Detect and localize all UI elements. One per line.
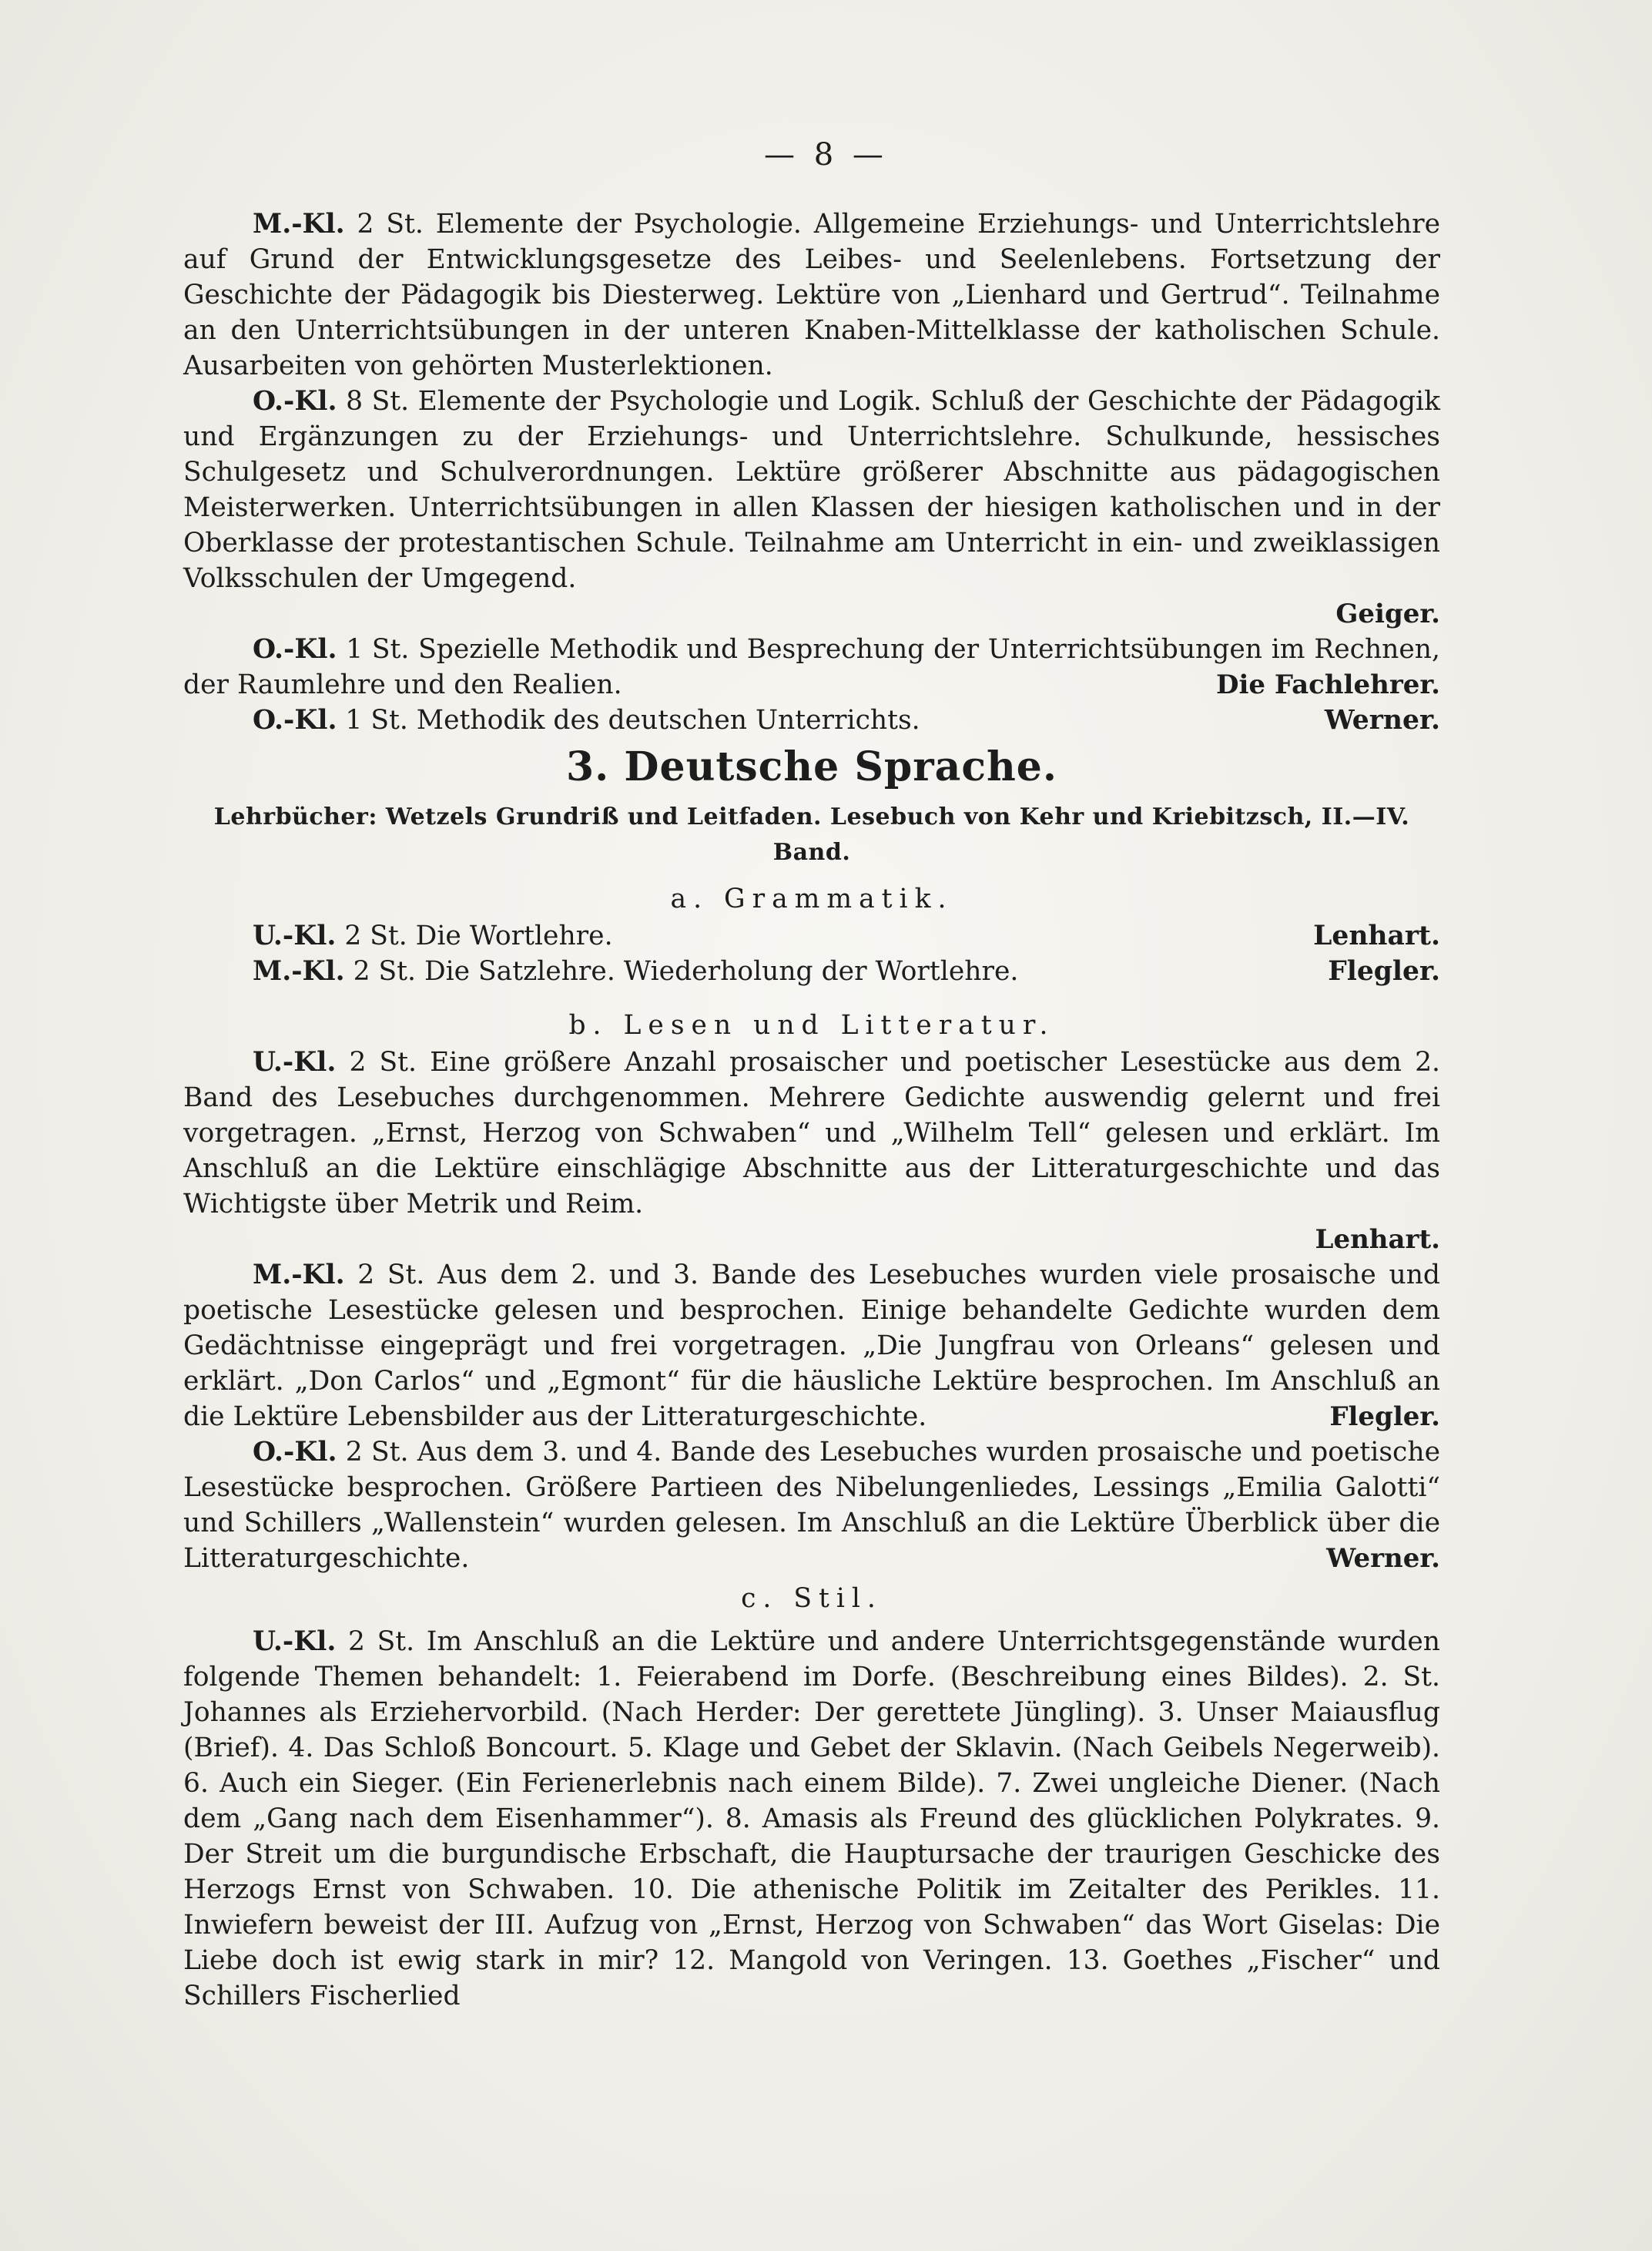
- paragraph-okl-methodik-rechnen: O.-Kl. 1 St. Spezielle Methodik und Besprechung der Unterrichtsübungen im Rechnen, der Raumlehre und den Realien.: [183, 634, 1440, 700]
- paedagogik-section: [183, 206, 1440, 738]
- deutsche-sprache-section: [183, 740, 1440, 2014]
- signature-flegler: Flegler.: [1329, 1401, 1440, 1432]
- row-mkl-satzlehre: M.-Kl. 2 St. Die Satzlehre. Wiederholung der Wortlehre. Flegler.: [183, 954, 1440, 989]
- paragraph-okl-psychologie: O.-Kl. 8 St. Elemente der Psychologie und Logik. Schluß der Geschichte der Pädagogik und Ergänzungen zu der Erziehungs- und Unterrichtslehre. Schulkunde, hessisches Schulgesetz und Schulverordnungen. Lektüre größerer Abschnitte aus pädagogischen Meisterwerken. Unterrichtsübungen in allen Klassen der hiesigen katholischen und in der Oberklasse der protestantischen Schule. Teilnahme am Unterricht in ein- und zweiklassigen Volksschulen der Umgegend.: [183, 386, 1440, 594]
- class-label: O.-Kl.: [253, 1437, 337, 1468]
- signature-geiger: Geiger.: [1335, 599, 1440, 629]
- paragraph-mkl-lesen: M.-Kl. 2 St. Aus dem 2. und 3. Bande des Lesebuches wurden viele prosaische und poetische Lesestücke gelesen und besprochen. Einige behandelte Gedichte wurden dem Gedächtnisse eingeprägt und frei vorgetragen. „Die Jungfrau von Orleans“ gelesen und erklärt. „Don Carlos“ und „Egmont“ für die häusliche Lektüre besprochen. Im Anschluß an die Lektüre Lebensbilder aus der Litteraturgeschichte.: [183, 1260, 1440, 1432]
- class-label: O.-Kl.: [253, 634, 337, 665]
- paragraph-ukl-lesen: U.-Kl. 2 St. Eine größere Anzahl prosaischer und poetischer Lesestücke aus dem 2. Band des Lesebuches durchgenommen. Mehrere Gedichte auswendig gelernt und frei vorgetragen. „Ernst, Herzog von Schwaben“ und „Wilhelm Tell“ gelesen und erklärt. Im Anschluß an die Lektüre einschlägige Abschnitte aus der Litteraturgeschichte und das Wichtigste über Metrik und Reim.: [183, 1047, 1440, 1219]
- class-label: M.-Kl.: [253, 209, 345, 240]
- class-label: O.-Kl.: [253, 386, 337, 417]
- class-label: M.-Kl.: [253, 956, 345, 987]
- signature-fachlehrer: Die Fachlehrer.: [1215, 669, 1440, 700]
- paragraph-mkl-psychologie: M.-Kl. 2 St. Elemente der Psychologie. Allgemeine Erziehungs- und Unterrichtslehre auf Grund der Entwicklungsgesetze des Leibes- und Seelenlebens. Fortsetzung der Geschichte der Pädagogik bis Diesterweg. Lektüre von „Lienhard und Gertrud“. Teilnahme an den Unterrichtsübungen in der unteren Knaben-Mittelklasse der katholischen Schule. Ausarbeiten von gehörten Musterlektionen.: [183, 209, 1440, 381]
- class-label: O.-Kl.: [253, 705, 337, 736]
- subsection-title-stil: c. Stil.: [741, 1583, 883, 1614]
- class-label: U.-Kl.: [253, 1626, 337, 1657]
- class-label: U.-Kl.: [253, 921, 337, 951]
- signature-lenhart: Lenhart.: [1313, 921, 1440, 951]
- signature-flegler: Flegler.: [1328, 956, 1440, 987]
- signature-lenhart: Lenhart.: [1315, 1224, 1440, 1255]
- row-okl-methodik-deutsch: O.-Kl. 1 St. Methodik des deutschen Unterrichts. Werner.: [183, 703, 1440, 738]
- paragraph-ukl-stil: U.-Kl. 2 St. Im Anschluß an die Lektüre und andere Unterrichtsgegenstände wurden folgende Themen behandelt: 1. Feierabend im Dorfe. (Beschreibung eines Bildes). 2. St. Johannes als Erziehervorbild. (Nach Herder: Der gerettete Jüngling). 3. Unser Maiausflug (Brief). 4. Das Schloß Boncourt. 5. Klage und Gebet der Sklavin. (Nach Geibels Negerweib). 6. Auch ein Sieger. (Ein Ferienerlebnis nach einem Bilde). 7. Zwei ungleiche Diener. (Nach dem „Gang nach dem Eisenhammer“). 8. Amasis als Freund des glücklichen Polykrates. 9. Der Streit um die burgundische Erbschaft, die Hauptursache der traurigen Geschicke des Herzogs Ernst von Schwaben. 10. Die athenische Politik im Zeitalter des Perikles. 11. Inwiefern beweist der III. Aufzug von „Ernst, Herzog von Schwaben“ das Wort Giselas: Die Liebe doch ist ewig stark in mir? 12. Mangold von Veringen. 13. Goethes „Fischer“ und Schillers Fischerlied: [183, 1626, 1440, 2011]
- page-number: — 8 —: [764, 137, 888, 173]
- section-heading: 3. Deutsche Sprache.: [566, 743, 1057, 790]
- signature-werner: Werner.: [1326, 1543, 1440, 1574]
- subsection-title-grammatik: a. Grammatik.: [670, 884, 953, 914]
- row-ukl-wortlehre: U.-Kl. 2 St. Die Wortlehre. Lenhart.: [183, 918, 1440, 954]
- textbooks-line: Lehrbücher: Wetzels Grundriß und Leitfaden. Lesebuch von Kehr und Kriebitzsch, II.—IV. Band.: [213, 803, 1410, 866]
- class-label: U.-Kl.: [253, 1047, 337, 1078]
- paragraph-okl-lesen: O.-Kl. 2 St. Aus dem 3. und 4. Bande des Lesebuches wurden prosaische und poetische Lesestücke besprochen. Größere Partieen des Nibelungenliedes, Lessings „Emilia Galotti“ und Schillers „Wallenstein“ wurden gelesen. Im Anschluß an die Lektüre Überblick über die Litteraturgeschichte.: [183, 1437, 1440, 1574]
- class-label: M.-Kl.: [253, 1260, 345, 1290]
- subsection-title-lesen: b. Lesen und Litteratur.: [568, 1010, 1055, 1041]
- signature-werner: Werner.: [1324, 705, 1440, 736]
